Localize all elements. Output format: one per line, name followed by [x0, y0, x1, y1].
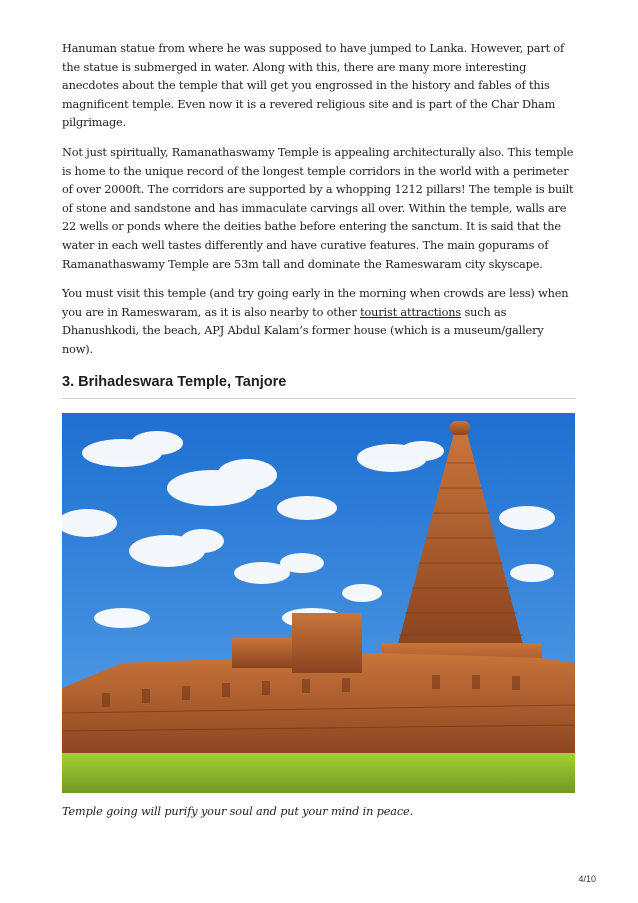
- section-heading: 3. Brihadeswara Temple, Tanjore: [62, 374, 576, 399]
- brihadeswara-temple-photo: [62, 413, 575, 793]
- paragraph-visit: [62, 285, 576, 359]
- paragraph-hanuman: Hanuman statue from where he was supposed to have jumped to Lanka. However, part of the statue is submerged in water. Along with this, there are many more interesting anecdotes about the temple that will get you engrossed in the history and fables of this magnificent temple. Even now it is a revered religious site and is part of the Char Dham pilgrimage.: [62, 42, 565, 130]
- page-number: 4/10: [578, 874, 596, 884]
- visit-text-after: such as Dhanushkodi, the beach, APJ Abdul Kalam’s former house (which is a museum/gallery now).: [62, 305, 544, 356]
- visit-text-before: You must visit this temple (and try going early in the morning when crowds are less) when you are in Rameswaram, as it is also nearby to other: [62, 287, 569, 319]
- image-caption: Temple going will purify your soul and put your mind in peace.: [62, 804, 414, 818]
- tourist-attractions-link[interactable]: tourist attractions: [360, 305, 462, 319]
- article-body: [62, 40, 576, 818]
- paragraph-architecture: Not just spiritually, Ramanathaswamy Temple is appealing architecturally also. This temple is home to the unique record of the longest temple corridors in the world with a perimeter of over 2000ft. The corridors are supported by a whopping 1212 pillars! The temple is built of stone and sandstone and has immaculate carvings all over. Within the temple, walls are 22 wells or ponds where the deities bathe before entering the sanctum. It is said that the water in each well tastes differently and have curative features. The main gopurams of Ramanathaswamy Temple are 53m tall and dominate the Rameswaram city skyscape.: [62, 145, 574, 271]
